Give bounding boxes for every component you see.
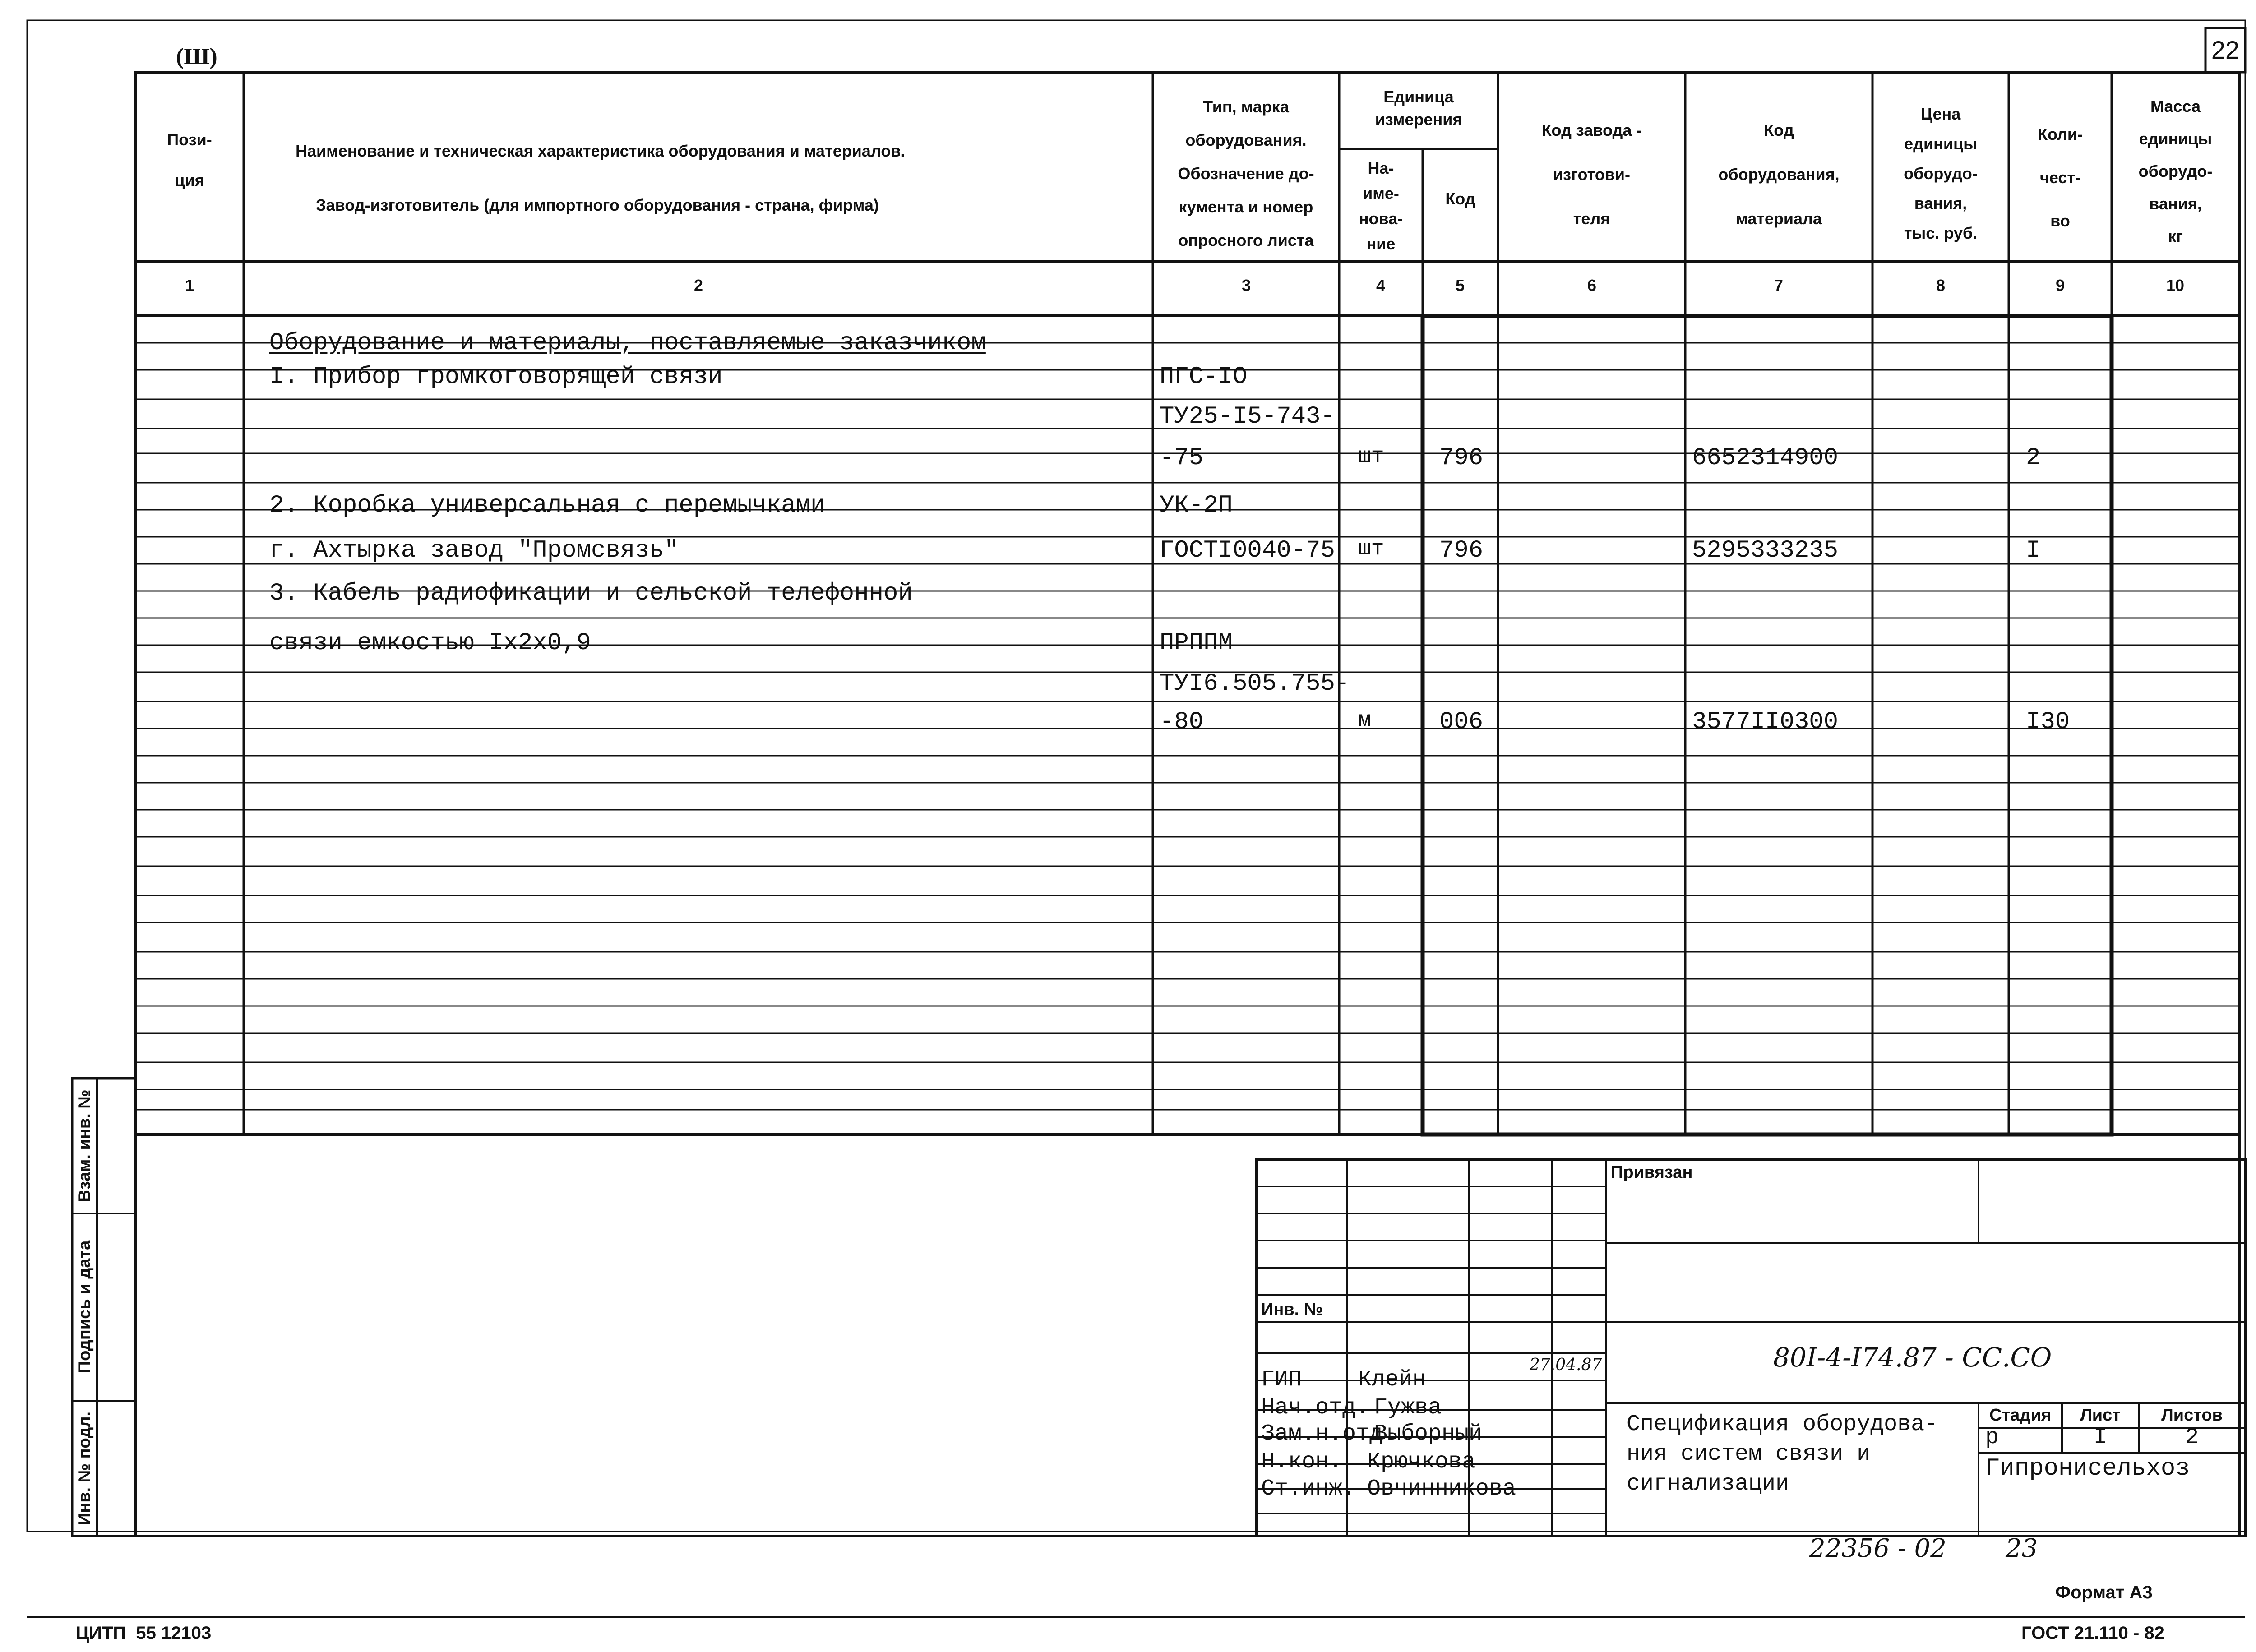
document-title: Спецификация оборудова- ния систем связи и сигнализации [1627, 1412, 1938, 1497]
header-equipment-code: Код оборудования, материала [1718, 121, 1840, 228]
column-number: 1 [185, 276, 194, 295]
header-mass: Масса единицы оборудо- вания, кг [2138, 97, 2213, 245]
row-type: -75 [1160, 444, 1204, 472]
row-unit: шт [1358, 537, 1384, 561]
row-name: г. Ахтырка завод "Промсвязь" [269, 537, 679, 564]
row-name: 2. Коробка универсальная с перемычками [269, 492, 825, 519]
signature-name: Овчинникова [1367, 1476, 1516, 1502]
column-number: 2 [693, 276, 703, 295]
row-equipment-code: 5295333235 [1692, 537, 1839, 564]
organization-name: Гипронисельхоз [1985, 1455, 2190, 1482]
column-number: 6 [1587, 276, 1597, 295]
row-type: -80 [1160, 708, 1204, 736]
signature-role: Зам.н.отд. [1261, 1421, 1397, 1447]
signature-date: 27.04.87 [1530, 1356, 1602, 1374]
right-code: ГОСТ 21.110 - 82 [2021, 1623, 2164, 1643]
row-code: 796 [1439, 444, 1484, 472]
row-type: ТУI6.505.755- [1160, 670, 1350, 697]
signature-role: Н.кон. [1261, 1449, 1343, 1475]
column-number: 5 [1455, 276, 1465, 295]
stage-value: р [1985, 1425, 1999, 1450]
row-name: I. Прибор громкоговорящей связи [269, 363, 723, 391]
row-code: 006 [1439, 708, 1484, 736]
row-type: ПРППМ [1160, 629, 1233, 657]
sheet-value: I [2093, 1425, 2107, 1450]
header-unit-name: На- име- нова- ние [1359, 159, 1403, 253]
column-number: 4 [1376, 276, 1386, 295]
header-unit: Единица измерения [1375, 88, 1462, 129]
row-type: УК-2П [1160, 492, 1233, 519]
sheets-label: Листов [2161, 1406, 2223, 1425]
signature-role: Ст.инж. [1261, 1476, 1356, 1502]
inventory-page: 23 [2006, 1534, 2038, 1563]
side-stamp-vzam: Взам. инв. № [75, 1089, 94, 1202]
row-type: ПГС-IO [1160, 363, 1248, 391]
row-quantity: 2 [2026, 444, 2041, 472]
signature-name: Выборный [1374, 1421, 1483, 1447]
column-number: 3 [1241, 276, 1251, 295]
inv-no-label: Инв. № [1261, 1300, 1323, 1319]
document-code: 80I-4-I74.87 - СС.СО [1773, 1342, 2052, 1373]
stage-label: Стадия [1989, 1406, 2051, 1425]
column-number: 8 [1936, 276, 1946, 295]
signature-role: Нач.отд. [1261, 1395, 1370, 1421]
row-equipment-code: 3577II0300 [1692, 708, 1839, 736]
header-type: Тип, марка оборудования. Обозначение до- кумента и номер опросного листа [1178, 97, 1314, 249]
signature-name: Клейн [1358, 1367, 1426, 1393]
side-stamp-podpis: Подпись и дата [75, 1240, 94, 1374]
row-name: связи емкостью Iх2х0,9 [269, 629, 591, 657]
signature-name: Крючкова [1367, 1449, 1476, 1475]
header-name: Наименование и техническая характеристика оборудования и материалов. Завод-изготовитель (для импортного оборудования - страна, фирма) [296, 142, 906, 214]
section-title: Оборудование и материалы, поставляемые заказчиком [269, 329, 986, 357]
sheets-value: 2 [2185, 1425, 2199, 1450]
column-number: 9 [2055, 276, 2065, 295]
row-code: 796 [1439, 537, 1484, 564]
signature-role: ГИП [1261, 1367, 1302, 1393]
row-name: 3. Кабель радиофикации и сельской телефонной [269, 580, 913, 607]
inventory-handwritten: 22356 - 02 [1809, 1534, 1946, 1563]
header-position: Пози- ция [167, 130, 212, 189]
header-quantity: Коли- чест- во [2037, 125, 2083, 230]
header-price: Цена единицы оборудо- вания, тыс. руб. [1904, 105, 1978, 242]
row-quantity: I [2026, 537, 2041, 564]
column-number: 7 [1774, 276, 1784, 295]
format-label: Формат А3 [2055, 1583, 2153, 1602]
row-unit: м [1358, 708, 1371, 733]
row-unit: шт [1358, 444, 1384, 469]
column-number: 10 [2166, 276, 2185, 295]
sheet-label: Лист [2080, 1406, 2121, 1425]
side-stamp-inv-podl: Инв. № подл. [75, 1411, 94, 1526]
row-quantity: I30 [2026, 708, 2070, 736]
row-type: ТУ25-I5-743- [1160, 403, 1335, 430]
header-unit-code: Код [1445, 189, 1475, 208]
row-equipment-code: 6652314900 [1692, 444, 1839, 472]
header-maker-code: Код завода - изготови- теля [1541, 121, 1642, 228]
page-number: 22 [2211, 36, 2240, 64]
left-code: ЦИТП 55 12103 [76, 1623, 212, 1643]
corner-mark: (Ш) [176, 44, 217, 69]
privyazan-label: Привязан [1611, 1163, 1693, 1182]
signature-name: Гужва [1374, 1395, 1442, 1421]
row-type: ГОСТI0040-75 [1160, 537, 1335, 564]
